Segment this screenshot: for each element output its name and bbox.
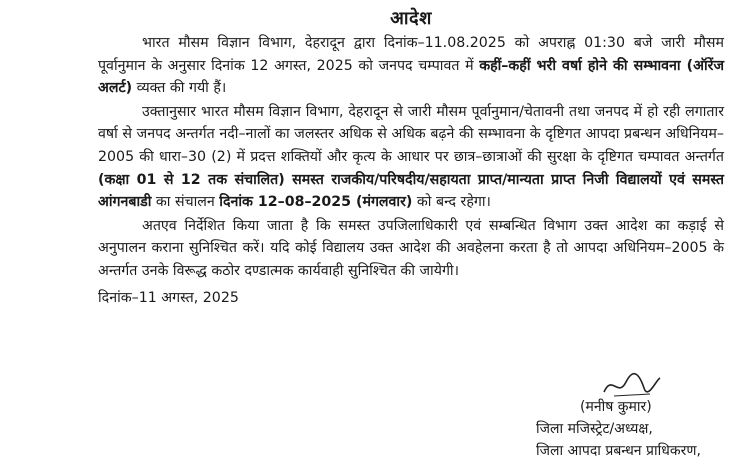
signatory-name: (मनीष कुमार) (580, 399, 652, 415)
orange-alert-text: कहीं–कहीं भरी वर्षा होने की सम्भावना (ऑरेंज अलर्ट) (98, 57, 724, 97)
closure-text-mid: का संचालन (151, 194, 220, 211)
paragraph-closure (98, 101, 724, 214)
forecast-text: भारत मौसम विज्ञान विभाग, देहरादून द्वारा दिनांक–11.08.2025 को अपराह्न 01:30 बजे जारी मौसम पूर्वानुमान के अनुसार दिनांक 12 अगस्त, 2025 को जनपद चम्पावत में (98, 35, 724, 74)
order-heading: आदेश (390, 8, 432, 29)
forecast-text-end: व्यक्त की गयी हैं। (132, 80, 227, 97)
paragraph-compliance: अतएव निर्देशित किया जाता है कि समस्त उपजिलाधिकारी एवं सम्बन्धित विभाग उक्त आदेश का कड़ाई से अनुपालन कराना सुनिश्चित करें। यदि कोई विद्यालय उक्त आदेश की अवहेलना करता है तो आपदा अधिनियम–2005 के अन्तर्गत उनके विरूद्ध कठोर दण्डात्मक कार्यवाही सुनिश्चित की जायेगी। (98, 217, 724, 279)
order-date: दिनांक–11 अगस्त, 2025 (98, 289, 239, 306)
closure-text: उक्तानुसार भारत मौसम विज्ञान विभाग, देहरादून से जारी मौसम पूर्वानुमान/चेतावनी तथा जनपद में हो रही लगातार वर्षा से जनपद अन्तर्गत नदी–नालों का जलस्तर अधिक से अधिक बढ़ने की सम्भावना के दृष्टिगत आपदा प्रबन्धन अधिनियम–2005 की धारा–30 (2) में प्रदत्त शक्तियों और कृत्य के आधार पर छात्र–छात्राओं की सुरक्षा के दृष्टिगत चम्पावत अन्तर्गत (98, 103, 724, 165)
signatory-designation: जिला मजिस्ट्रेट/अध्यक्ष, (536, 421, 653, 437)
closure-text-end: को बन्द रहेगा। (412, 194, 491, 211)
paragraph-forecast (98, 32, 724, 100)
closure-date-text: दिनांक 12–08–2025 (मंगलवार) (219, 194, 413, 211)
signature-block (536, 396, 701, 462)
signatory-authority: जिला आपदा प्रबन्धन प्राधिकरण, (536, 443, 701, 459)
institutions-text: (कक्षा 01 से 12 तक संचालित) समस्त राजकीय/परिषदीय/सहायता प्राप्त/मान्यता प्राप्त निजी विद्यालयों एवं समस्त आंगनबाडी (98, 171, 724, 211)
